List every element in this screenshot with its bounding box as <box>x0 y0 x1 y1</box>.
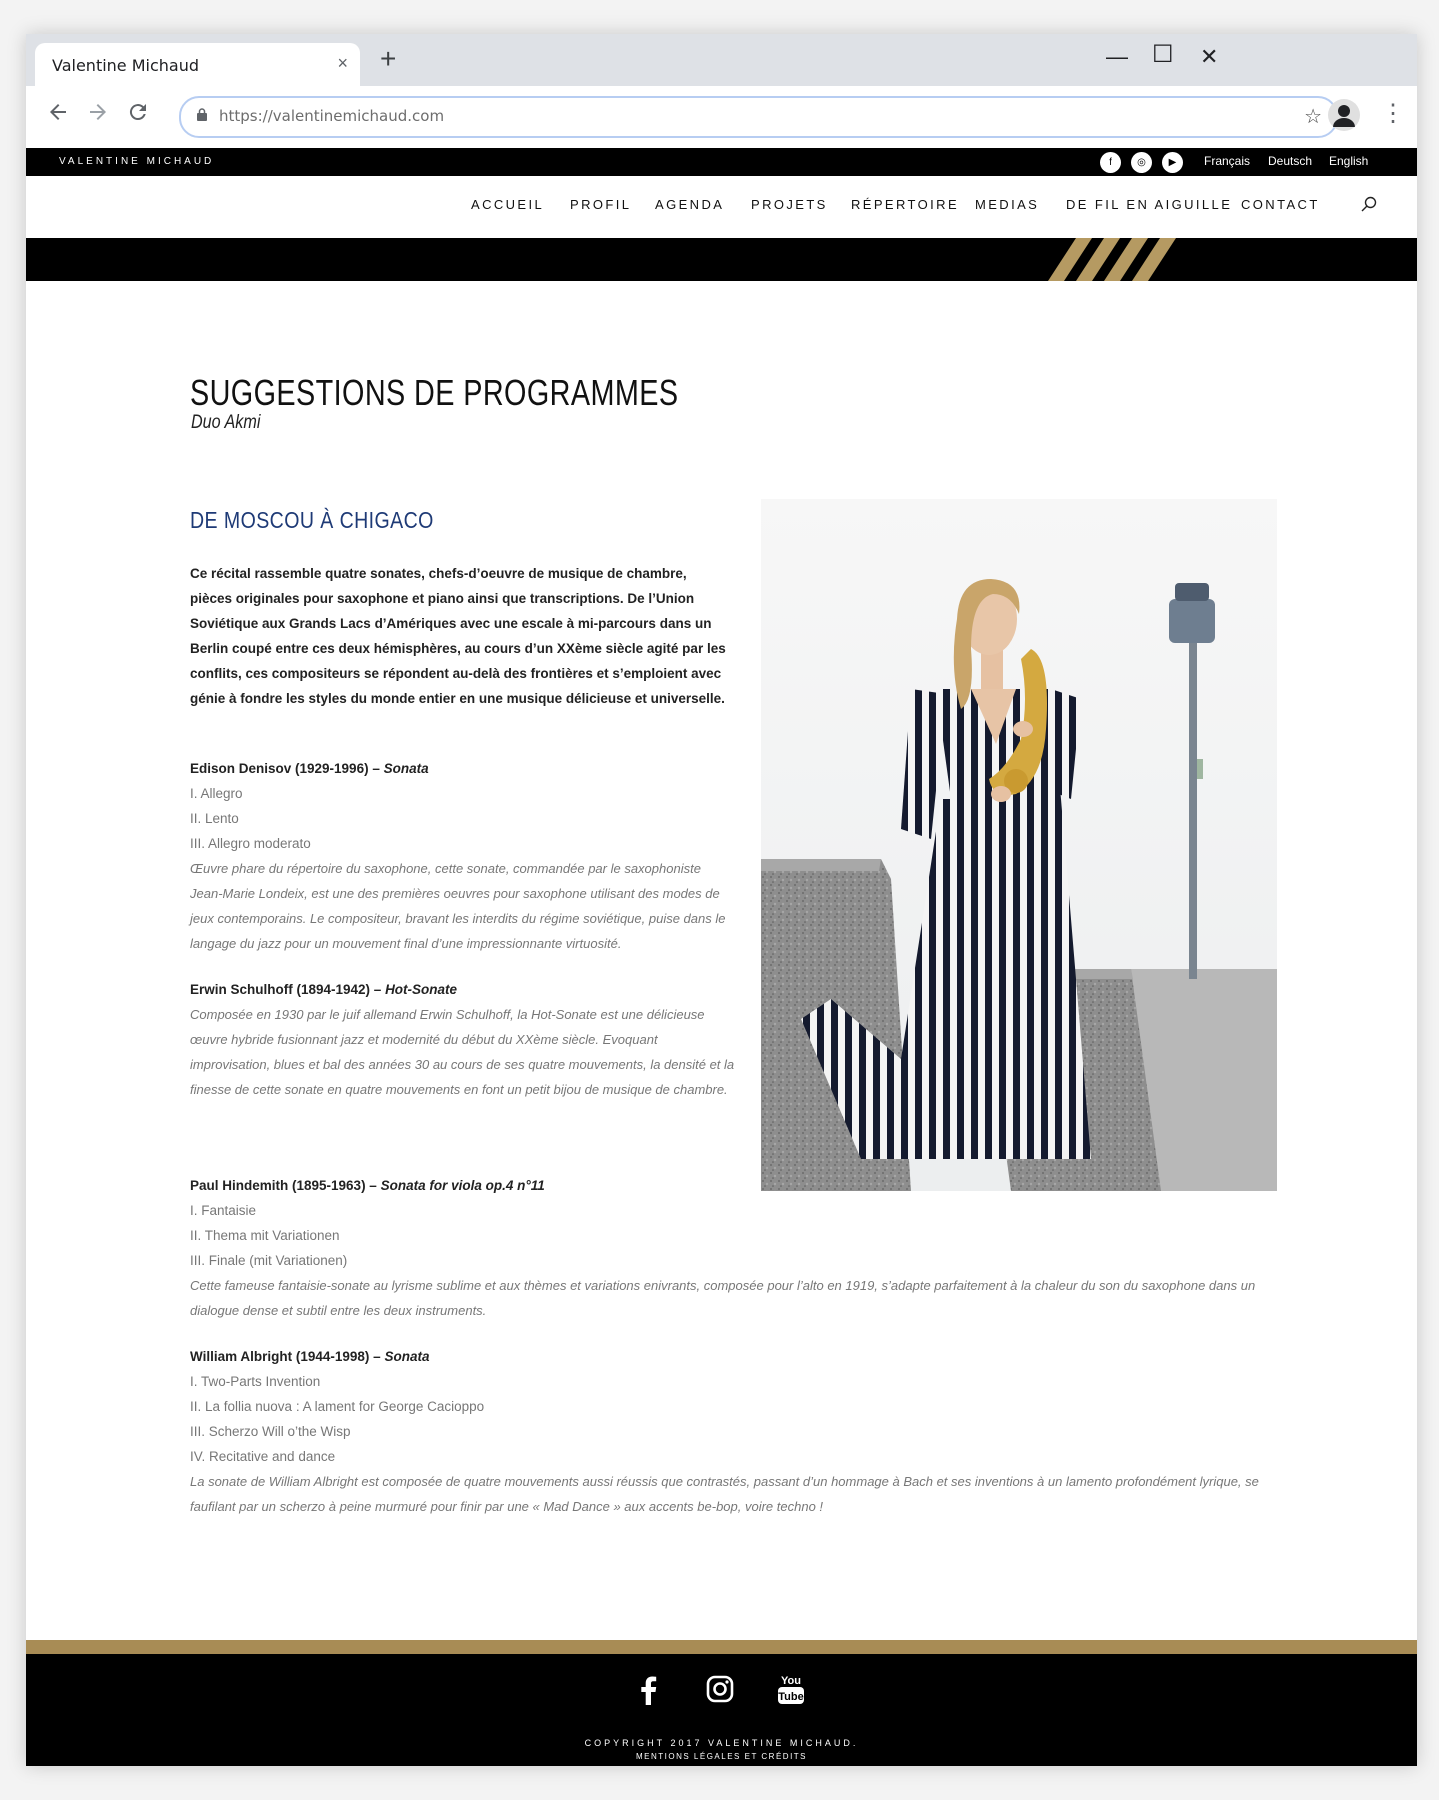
legal-link[interactable]: MENTIONS LÉGALES ET CRÉDITS <box>635 1752 808 1761</box>
tab-bar <box>26 34 1417 86</box>
movement: IV. Recitative and dance <box>190 1449 336 1464</box>
profile-avatar[interactable] <box>1328 99 1360 131</box>
movement: III. Scherzo Will o’the Wisp <box>190 1424 351 1439</box>
movement: II. Thema mit Variationen <box>190 1228 340 1243</box>
nav-profil[interactable]: PROFIL <box>570 197 632 212</box>
lang-english[interactable]: English <box>1329 154 1369 168</box>
youtube-logo-text-top: You <box>781 1675 801 1687</box>
site-top-strip <box>26 148 1417 176</box>
search-icon[interactable] <box>1361 196 1377 217</box>
composer-name: Edison Denisov (1929-1996) – <box>190 761 384 776</box>
url-text: https://valentinemichaud.com <box>219 107 445 125</box>
work-title: Sonata <box>383 761 429 776</box>
address-bar[interactable] <box>179 96 1338 138</box>
nav-agenda[interactable]: AGENDA <box>655 197 725 212</box>
instagram-small-icon[interactable]: ◎ <box>1131 152 1152 173</box>
work-title: Sonata for viola op.4 n°11 <box>380 1178 545 1193</box>
piece-denisov <box>190 756 735 956</box>
composer-name: Paul Hindemith (1895-1963) – <box>190 1178 381 1193</box>
piece-description: Composée en 1930 par le juif allemand Erwin Schulhoff, la Hot-Sonate est une délicieuse œuvre hybride fusionnant jazz et modernité du début du XXème siècle. Evoquant improvisation, blues et bal des années 30 au cours de ses quatre mouvements, la densité et la finesse de cette sonate en quatre mouvements en font un petit bijou de musique de chambre. <box>190 1007 735 1097</box>
nav-accueil[interactable]: ACCUEIL <box>471 197 545 212</box>
youtube-logo-text-bottom: Tube <box>778 1691 804 1703</box>
site-brand[interactable]: VALENTINE MICHAUD <box>59 156 215 167</box>
close-window-button[interactable]: ✕ <box>1200 44 1219 69</box>
page-subtitle: Duo Akmi <box>191 412 261 433</box>
bookmark-star-icon[interactable]: ☆ <box>1304 106 1322 128</box>
page-title: SUGGESTIONS DE PROGRAMMES <box>190 372 679 413</box>
new-tab-button[interactable]: + <box>380 43 397 74</box>
piece-title <box>190 977 735 1002</box>
browser-tab[interactable] <box>35 43 360 86</box>
browser-window <box>26 34 1417 1766</box>
facebook-icon[interactable] <box>638 1675 658 1710</box>
movement: I. Two-Parts Invention <box>190 1374 321 1389</box>
piece-description: La sonate de William Albright est composée de quatre mouvements aussi réussis que contrastés, passant d’un hommage à Bach et ses inventions à un lamento profondément lyrique, se faufilant par un scherzo à peine murmuré pour finir par une « Mad Dance » aux accents be-bop, voire techno ! <box>190 1474 1259 1514</box>
piece-description: Œuvre phare du répertoire du saxophone, cette sonate, commandée par le saxophoniste Jean-Marie Londeix, est une des premières oeuvres pour saxophone utilisant des modes de jeux contemporains. Le compositeur, bravant les interdits du régime soviétique, puise dans le langage du jazz pour un mouvement final d’une impressionnante virtuosité. <box>190 861 726 951</box>
section-title: DE MOSCOU À CHIGACO <box>190 507 434 533</box>
gold-stripes-decoration <box>26 238 1417 281</box>
composer-name: Erwin Schulhoff (1894-1942) – <box>190 982 386 997</box>
copyright-text: COPYRIGHT 2017 VALENTINE MICHAUD. <box>584 1738 859 1748</box>
site-footer <box>26 1654 1417 1766</box>
work-title: Sonata <box>384 1349 430 1364</box>
movement: I. Allegro <box>190 786 243 801</box>
minimize-button[interactable]: — <box>1106 44 1128 69</box>
intro-paragraph: Ce récital rassemble quatre sonates, chefs-d’oeuvre de musique de chambre, pièces originales pour saxophone et piano ainsi que transcriptions. De l’Union Soviétique aux Grands Lacs d’Amériques avec une escale à mi-parcours dans un Berlin coupé entre ces deux hémisphères, au cours d’un XXème siècle agité par les conflits, ces compositeurs se répondent au-delà des frontières et s’emploient avec génie à fondre les styles du monde entier en une musique délicieuse et universelle. <box>190 566 726 706</box>
browser-toolbar <box>26 86 1417 149</box>
main-nav <box>26 176 1417 238</box>
lang-francais[interactable]: Français <box>1204 154 1251 168</box>
nav-contact[interactable]: CONTACT <box>1241 197 1320 212</box>
piece-description: Cette fameuse fantaisie-sonate au lyrisme sublime et aux thèmes et variations enivrants, composée pour l’alto en 1919, s’adapte parfaitement à la chaleur du son du saxophone dans un dialogue dense et subtil entre les deux instruments. <box>190 1278 1256 1318</box>
close-tab-icon[interactable]: × <box>337 53 348 73</box>
forward-arrow-icon[interactable] <box>86 100 110 131</box>
nav-de-fil-en-aiguille[interactable]: DE FIL EN AIGUILLE <box>1066 197 1233 212</box>
piece-title <box>190 1344 1275 1369</box>
maximize-button[interactable]: ☐ <box>1152 41 1174 68</box>
nav-medias[interactable]: MEDIAS <box>975 197 1040 212</box>
youtube-icon[interactable] <box>778 1672 804 1711</box>
composer-name: William Albright (1944-1998) – <box>190 1349 385 1364</box>
reload-icon[interactable] <box>126 100 150 131</box>
piece-albright <box>190 1344 1275 1519</box>
work-title: Hot-Sonate <box>385 982 458 997</box>
footer-gold-line <box>26 1640 1417 1654</box>
movement: II. Lento <box>190 811 239 826</box>
piece-hindemith <box>190 1173 1275 1323</box>
tab-title: Valentine Michaud <box>52 56 200 75</box>
nav-projets[interactable]: PROJETS <box>751 197 828 212</box>
menu-kebab-icon[interactable]: ⋮ <box>1381 100 1405 127</box>
back-arrow-icon[interactable] <box>46 100 70 131</box>
nav-repertoire[interactable]: RÉPERTOIRE <box>851 197 960 212</box>
piece-title <box>190 756 735 781</box>
movement: II. La follia nuova : A lament for George Cacioppo <box>190 1399 485 1414</box>
youtube-small-icon[interactable]: ▶ <box>1162 152 1183 173</box>
movement: III. Allegro moderato <box>190 836 311 851</box>
piece-schulhoff <box>190 977 735 1102</box>
lang-deutsch[interactable]: Deutsch <box>1268 154 1313 168</box>
movement: I. Fantaisie <box>190 1203 257 1218</box>
header-band <box>26 238 1417 281</box>
saxophonist-photo <box>761 499 1277 1191</box>
lock-icon <box>197 108 207 126</box>
facebook-small-icon[interactable]: f <box>1100 152 1121 173</box>
movement: III. Finale (mit Variationen) <box>190 1253 348 1268</box>
instagram-icon[interactable] <box>706 1675 734 1708</box>
